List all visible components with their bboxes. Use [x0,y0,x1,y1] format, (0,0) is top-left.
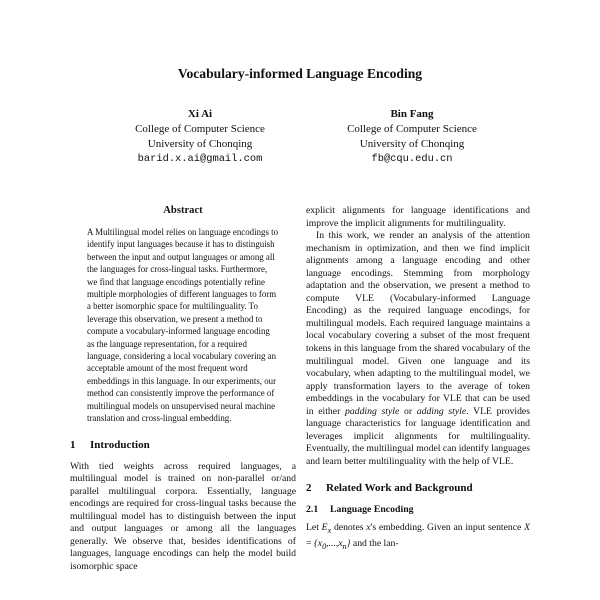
text-run: 's embedding. Given an input sentence [370,522,522,534]
math-symbol: } [346,537,351,549]
math-symbol: ,...,x [326,537,343,549]
author-block [90,107,310,167]
left-column [70,205,296,573]
subsection-title: Language Encoding [330,504,414,516]
text-run: and the lan- [352,537,399,549]
abstract-heading: Abstract [163,205,203,216]
author-name: Bin Fang [390,108,434,120]
math-symbol: {x [313,537,323,549]
math-symbol: E [321,522,328,534]
math-symbol: x [366,522,371,534]
abstract-text: A Multilingual model relies on language encodings to identify input languages because it has to distinguish between the input and output languages or among all the languages for cross-lingual tasks. Furthermore, we find that language encodings potentially refine multiple morphologies of different languages to form a better isomorphic space for multilinguality. To leverage this observation, we present a method to compute a vocabulary-informed language encoding as the language representation, for a required language, considering a local vocabulary covering an acceptable amount of the most frequent word embeddings in this language. In our experiments, our method can consistently improve the performance of multilingual models on unsupervised neural machine translation and cross-lingual embedding. [87,227,279,424]
intro-paragraph: With tied weights across required languages, a multilingual model is trained on non-parallel or/and parallel multilingual corpora. Essentially, language encodings are required for cross-lingual tasks because the multilingual model has to distinguish between the input and output languages or among all the languages generally. We observe that, besides identifications of languages, language encodings can help the model build isomorphic space [70,460,296,572]
text-run: In this work, we render an analysis of the attention mechanism in optimization, and then we find implicit alignments among a language encoding and other language encodings. Stemming from morphology adaptation and the observation, we present a method to compute VLE (Vocabulary-informed Language Encoding) as the required language encodings, for multilingual models. Each required language maintains a local vocabulary covering a subset of the most frequent tokens in this language from the shared vocabulary of the multilingual model. Given one language and its vocabulary, when adapting to the multilingual model, we apply transformation layers to the average of token embeddings in the vocabulary for VLE that can be used in either [306,230,530,417]
author-name: Xi Ai [187,108,213,120]
section-heading-introduction [70,439,296,451]
text-run: Let [306,522,319,534]
math-subscript: x [327,526,332,536]
math-run [314,538,351,549]
text-run-italic: padding style [345,405,400,417]
author-university: University of Chonqing [147,138,253,150]
author-email[interactable]: barid.x.ai@gmail.com [137,153,263,165]
paper-title: Vocabulary-informed Language Encoding [177,66,423,81]
author-affiliation: College of Computer Science [135,123,265,135]
math-run [321,522,332,536]
section-title: Related Work and Background [326,482,473,495]
section-heading-related-work [306,482,530,494]
author-university: University of Chonqing [359,138,465,150]
section-number: 1 [70,438,76,451]
intro-paragraph-2 [306,230,530,468]
text-run: or [403,405,413,417]
related-paragraph [306,522,530,553]
text-run-italic: adding style [416,405,467,417]
intro-paragraph-continued: explicit alignments for language identifications and improve the implicit alignments for multilinguality. [306,205,530,229]
subsection-number: 2.1 [306,504,319,516]
text-run: = [306,537,312,549]
right-column [306,205,530,553]
math-subscript: 0 [322,541,327,551]
text-run: . VLE provides language characteristics for language identification and leverages implicit alignments for multilinguality. Eventually, the multilingual model can identify languages and learn better multilinguality with the help of VLE. [306,405,531,467]
author-block [302,107,522,167]
math-subscript: n [342,541,347,551]
section-title: Introduction [90,438,150,451]
section-number: 2 [306,482,312,495]
math-symbol: X [524,522,531,534]
author-email[interactable]: fb@cqu.edu.cn [371,153,453,165]
subsection-heading-language-encoding [306,504,530,515]
text-run: denotes [333,522,364,534]
author-affiliation: College of Computer Science [347,123,477,135]
